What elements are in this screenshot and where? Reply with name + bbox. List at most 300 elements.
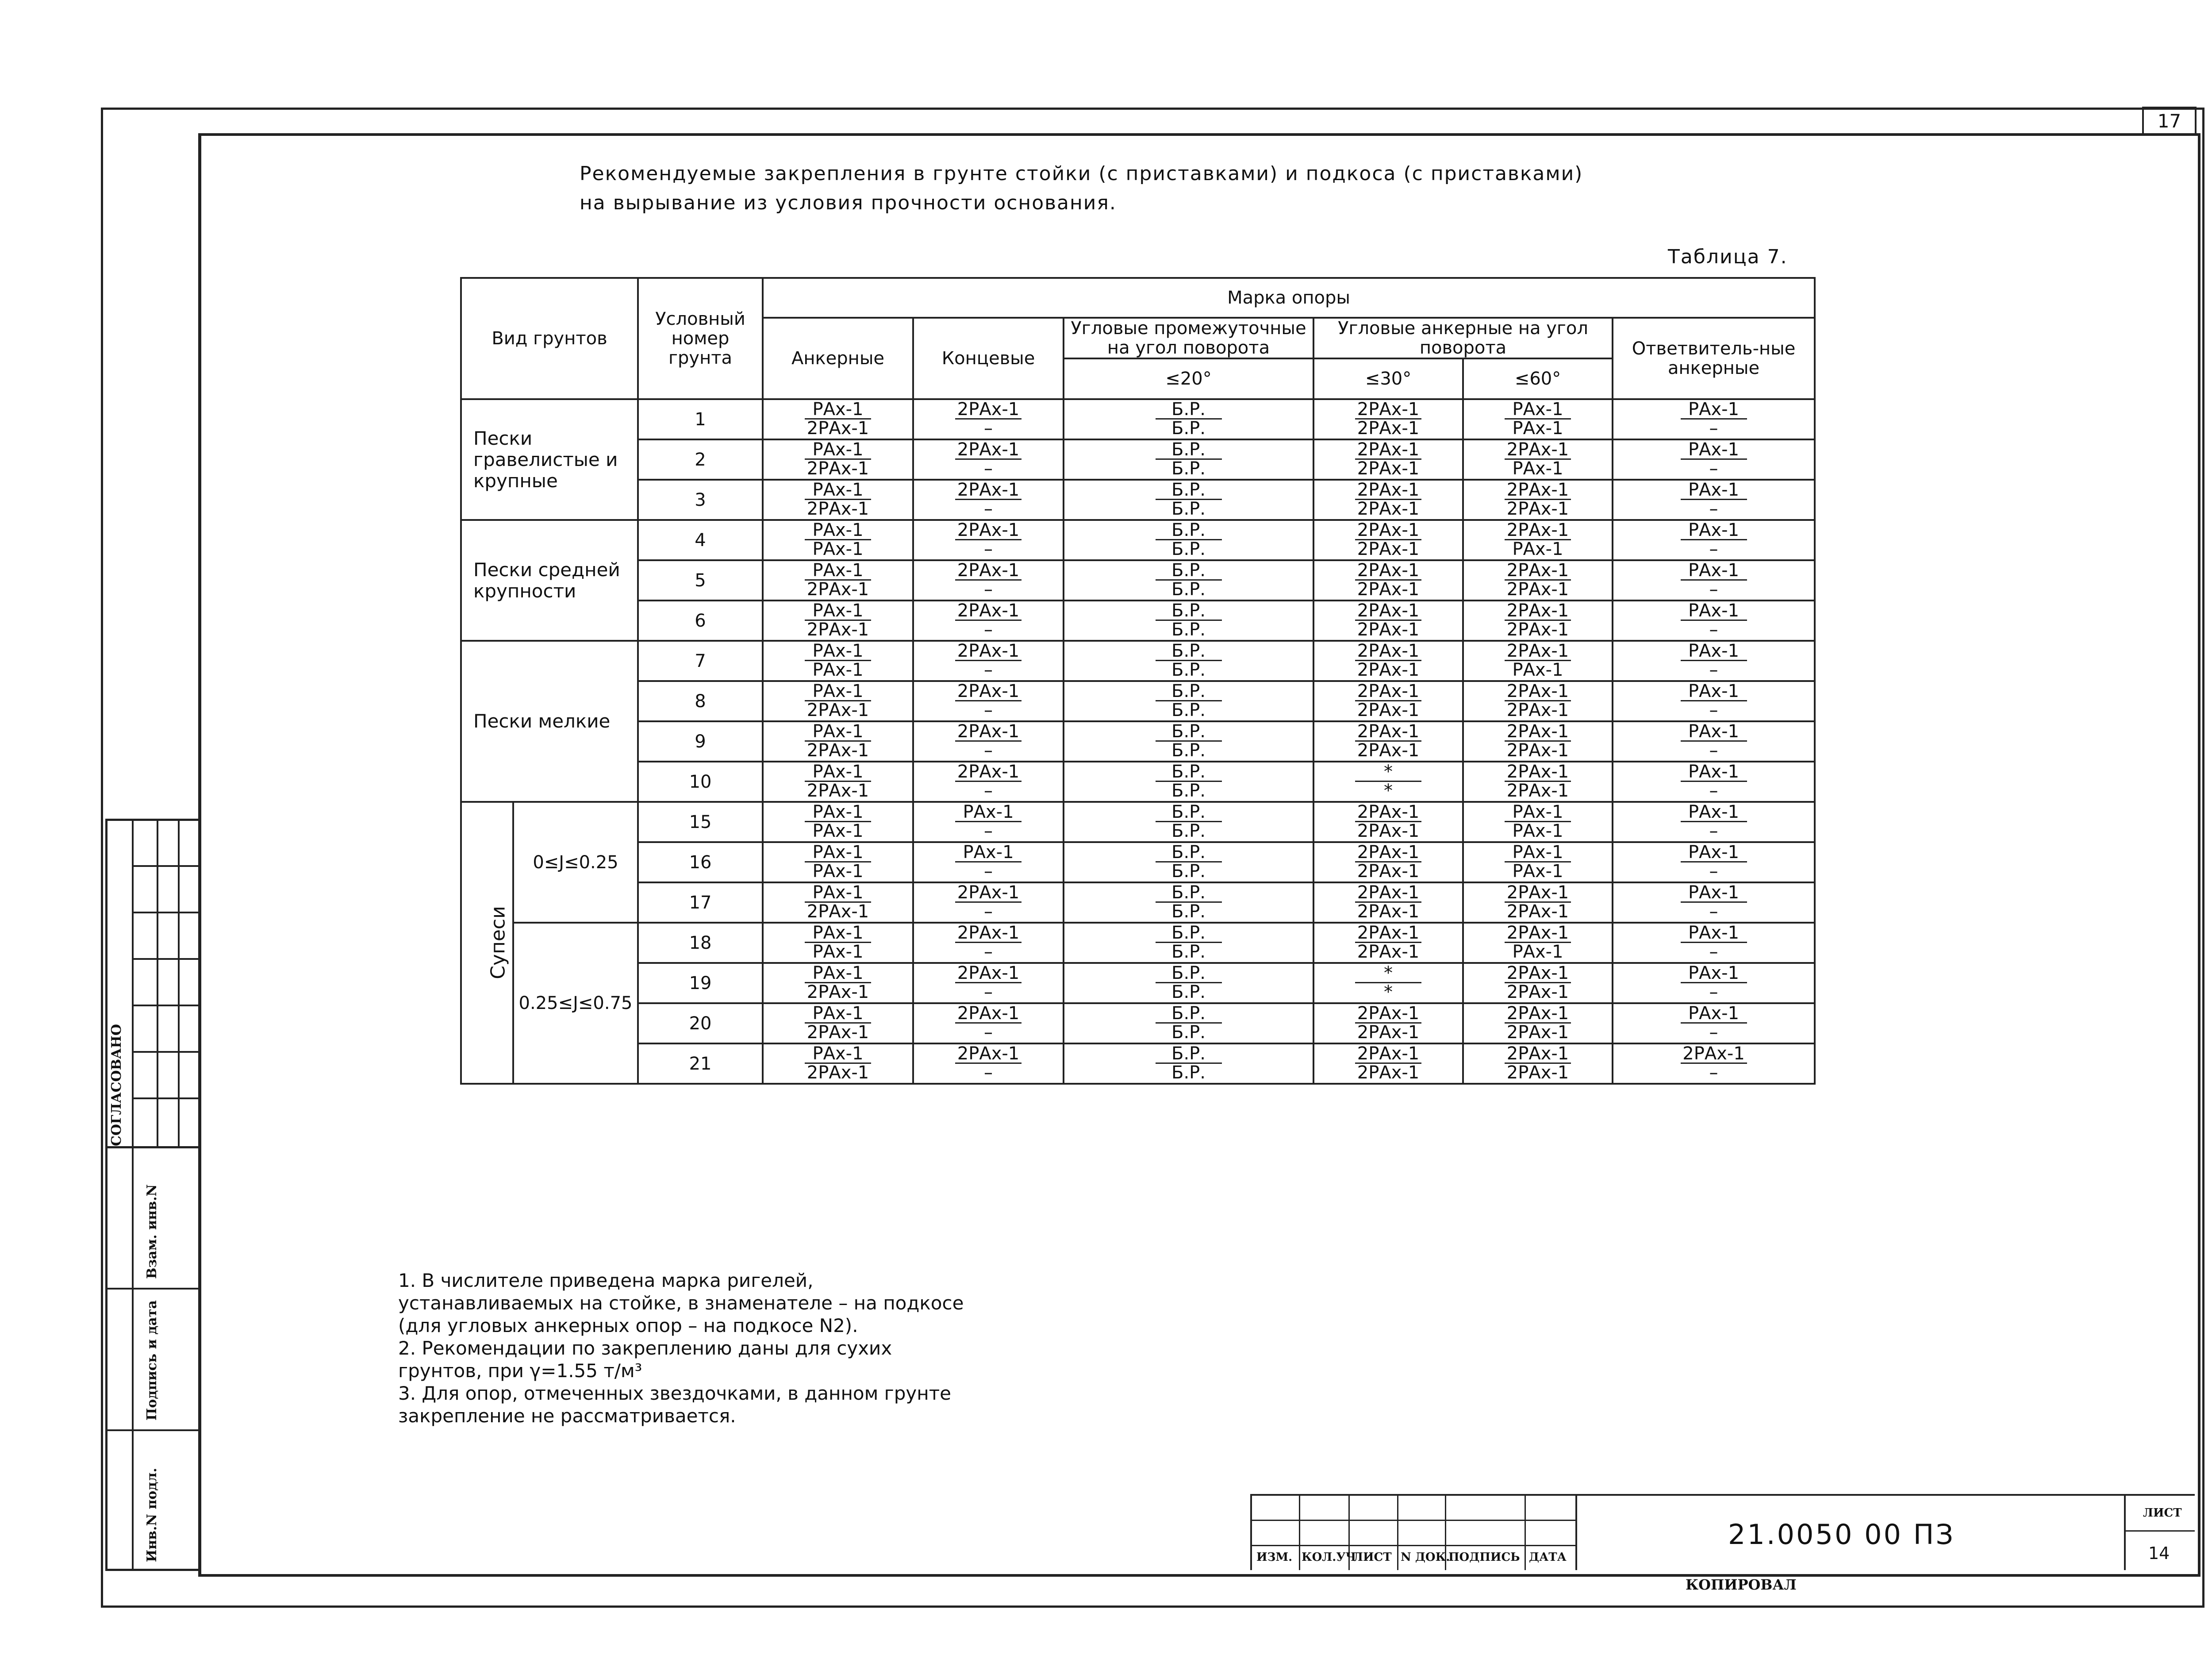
sheet-label: ЛИСТ <box>2143 1506 2182 1520</box>
fraction <box>1156 884 1222 920</box>
consistency-range: 0≤J≤0.25 <box>513 802 638 923</box>
cell-end <box>913 1003 1064 1043</box>
fraction <box>955 763 1022 800</box>
table-row <box>461 560 1815 601</box>
cell-branch <box>1613 963 1815 1003</box>
denominator: – <box>984 499 993 519</box>
denominator: – <box>984 821 993 841</box>
numerator: РАх-1 <box>1681 682 1747 701</box>
fraction <box>955 481 1022 518</box>
cell-branch <box>1613 802 1815 842</box>
denominator: РАх-1 <box>1512 660 1563 680</box>
denominator: 2РАх-1 <box>806 700 869 720</box>
cell-anchor <box>763 721 913 762</box>
cell-corner-20 <box>1064 681 1313 721</box>
fraction <box>1355 843 1421 880</box>
denominator: 2РАх-1 <box>1506 700 1569 720</box>
fraction <box>1156 924 1222 961</box>
fraction <box>1681 400 1747 437</box>
numerator: РАх-1 <box>805 884 871 903</box>
fraction <box>805 884 871 920</box>
denominator: 2РАх-1 <box>806 499 869 519</box>
fraction <box>805 642 871 679</box>
numerator: Б.Р. <box>1156 562 1222 581</box>
fraction <box>1355 481 1421 518</box>
fraction <box>805 441 871 477</box>
numerator: РАх-1 <box>805 682 871 701</box>
cell-corner-20 <box>1064 1003 1313 1043</box>
table-row <box>461 721 1815 762</box>
numerator: 2РАх-1 <box>1505 1045 1571 1064</box>
numerator: РАх-1 <box>805 843 871 862</box>
fraction <box>1156 441 1222 477</box>
denominator: Б.Р. <box>1171 740 1206 761</box>
note-3: 3. Для опор, отмеченных звездочками, в данном грунте закрепление не рассматривается. <box>398 1382 952 1427</box>
numerator: Б.Р. <box>1156 843 1222 862</box>
numerator: 2РАх-1 <box>955 642 1022 661</box>
fraction <box>1681 521 1747 558</box>
numerator: Б.Р. <box>1156 803 1222 822</box>
cell-corner-20 <box>1064 641 1313 681</box>
denominator: – <box>984 660 993 680</box>
tb-izm: ИЗМ. <box>1256 1551 1293 1564</box>
inv-original-label: Инв.N подл. <box>144 1467 160 1562</box>
notes <box>398 1269 973 1427</box>
cell-branch <box>1613 923 1815 963</box>
cell-anchor <box>763 842 913 882</box>
denominator: – <box>1709 740 1718 761</box>
fraction <box>1355 642 1421 679</box>
numerator: РАх-1 <box>1505 400 1571 420</box>
fraction <box>805 1005 871 1041</box>
cell-branch <box>1613 601 1815 641</box>
numerator: РАх-1 <box>805 602 871 621</box>
cell-end <box>913 842 1064 882</box>
replaced-inv-label: Взам. инв.N <box>144 1184 160 1279</box>
denominator: 2РАх-1 <box>1357 499 1420 519</box>
cell-branch <box>1613 1003 1815 1043</box>
numerator: Б.Р. <box>1156 723 1222 742</box>
fraction <box>1156 562 1222 598</box>
cell-end <box>913 480 1064 520</box>
denominator: – <box>1709 418 1718 439</box>
denominator: РАх-1 <box>1512 821 1563 841</box>
cell-corner-60 <box>1463 681 1613 721</box>
numerator: 2РАх-1 <box>955 1005 1022 1024</box>
cell-end <box>913 641 1064 681</box>
fraction <box>1505 803 1571 840</box>
numerator: 2РАх-1 <box>1505 682 1571 701</box>
numerator: 2РАх-1 <box>1355 1045 1421 1064</box>
numerator: Б.Р. <box>1156 763 1222 782</box>
denominator: Б.Р. <box>1171 660 1206 680</box>
cell-anchor <box>763 762 913 802</box>
denominator: – <box>1709 458 1718 479</box>
cell-end <box>913 681 1064 721</box>
numerator: РАх-1 <box>805 1045 871 1064</box>
denominator: Б.Р. <box>1171 499 1206 519</box>
numerator: РАх-1 <box>805 441 871 460</box>
denominator: Б.Р. <box>1171 821 1206 841</box>
numerator: РАх-1 <box>805 642 871 661</box>
cell-end <box>913 721 1064 762</box>
denominator: – <box>984 861 993 882</box>
numerator: РАх-1 <box>805 964 871 983</box>
denominator: 2РАх-1 <box>1506 579 1569 600</box>
denominator: 2РАх-1 <box>1357 579 1420 600</box>
fraction <box>1505 1045 1571 1082</box>
denominator: * <box>1384 982 1393 1002</box>
fraction <box>1505 723 1571 759</box>
cell-end <box>913 802 1064 842</box>
denominator: – <box>984 579 993 600</box>
denominator: – <box>1709 821 1718 841</box>
table-row <box>461 963 1815 1003</box>
fraction <box>1681 602 1747 639</box>
numerator: Б.Р. <box>1156 1045 1222 1064</box>
header-branch-anchor: Ответвитель-ные анкерные <box>1613 318 1815 399</box>
numerator: 2РАх-1 <box>1505 521 1571 540</box>
cell-anchor <box>763 439 913 480</box>
heading-line-1: Рекомендуемые закрепления в грунте стойки (с приставками) и подкоса (с приставками) <box>580 162 1583 185</box>
table-row <box>461 802 1815 842</box>
cell-corner-60 <box>1463 480 1613 520</box>
cell-corner-60 <box>1463 439 1613 480</box>
fraction <box>1505 521 1571 558</box>
fraction <box>955 441 1022 477</box>
numerator: РАх-1 <box>805 723 871 742</box>
soil-number: 5 <box>638 560 763 601</box>
numerator: РАх-1 <box>805 562 871 581</box>
denominator: 2РАх-1 <box>1357 700 1420 720</box>
table-row <box>461 439 1815 480</box>
denominator: 2РАх-1 <box>1357 821 1420 841</box>
cell-corner-20 <box>1064 520 1313 560</box>
tb-kol-uch: КОЛ.УЧ <box>1302 1551 1356 1564</box>
cell-corner-30 <box>1313 721 1463 762</box>
cell-corner-30 <box>1313 399 1463 439</box>
cell-corner-60 <box>1463 882 1613 923</box>
numerator: 2РАх-1 <box>1355 602 1421 621</box>
denominator: – <box>984 781 993 801</box>
fraction <box>1355 763 1421 800</box>
cell-corner-20 <box>1064 399 1313 439</box>
fraction <box>1681 1045 1747 1082</box>
cell-corner-60 <box>1463 399 1613 439</box>
fraction <box>1156 803 1222 840</box>
tb-list: ЛИСТ <box>1353 1551 1392 1564</box>
cell-end <box>913 439 1064 480</box>
numerator: Б.Р. <box>1156 642 1222 661</box>
cell-corner-60 <box>1463 963 1613 1003</box>
cell-corner-20 <box>1064 923 1313 963</box>
soil-number: 4 <box>638 520 763 560</box>
tb-podpis: ПОДПИСЬ <box>1448 1551 1520 1564</box>
soil-number: 18 <box>638 923 763 963</box>
denominator: Б.Р. <box>1171 861 1206 882</box>
numerator: 2РАх-1 <box>1355 521 1421 540</box>
fraction <box>1156 400 1222 437</box>
denominator: – <box>1709 982 1718 1002</box>
fraction <box>1681 682 1747 719</box>
denominator: – <box>1709 539 1718 559</box>
fraction <box>1156 642 1222 679</box>
cell-anchor <box>763 601 913 641</box>
cell-end <box>913 1043 1064 1084</box>
fraction <box>1156 481 1222 518</box>
cell-corner-20 <box>1064 560 1313 601</box>
numerator: Б.Р. <box>1156 924 1222 943</box>
denominator: * <box>1384 781 1393 801</box>
cell-end <box>913 520 1064 560</box>
denominator: – <box>984 539 993 559</box>
numerator: Б.Р. <box>1156 481 1222 500</box>
fraction <box>805 481 871 518</box>
cell-corner-20 <box>1064 439 1313 480</box>
tb-data: ДАТА <box>1529 1551 1567 1564</box>
soil-number: 10 <box>638 762 763 802</box>
header-anchor: Анкерные <box>763 318 913 399</box>
denominator: – <box>1709 942 1718 962</box>
denominator: 2РАх-1 <box>1506 982 1569 1002</box>
cell-corner-30 <box>1313 601 1463 641</box>
soil-group-label: Пески мелкие <box>461 641 638 802</box>
cell-branch <box>1613 1043 1815 1084</box>
numerator: 2РАх-1 <box>1355 642 1421 661</box>
cell-anchor <box>763 923 913 963</box>
fraction <box>955 924 1022 961</box>
denominator: 2РАх-1 <box>1506 901 1569 922</box>
cell-branch <box>1613 721 1815 762</box>
fraction <box>1156 682 1222 719</box>
numerator: 2РАх-1 <box>955 964 1022 983</box>
fraction <box>1355 723 1421 759</box>
header-corner-intermediate: Угловые промежуточные на угол поворота <box>1064 318 1313 358</box>
fraction <box>1505 964 1571 1001</box>
cell-corner-20 <box>1064 882 1313 923</box>
numerator: РАх-1 <box>1681 602 1747 621</box>
numerator: РАх-1 <box>805 924 871 943</box>
fraction <box>1156 602 1222 639</box>
cell-end <box>913 923 1064 963</box>
table-caption: Таблица 7. <box>1668 246 1788 268</box>
denominator: РАх-1 <box>812 942 864 962</box>
cell-corner-20 <box>1064 721 1313 762</box>
denominator: 2РАх-1 <box>1357 901 1420 922</box>
fraction <box>805 964 871 1001</box>
fraction <box>1681 964 1747 1001</box>
fraction <box>1355 682 1421 719</box>
cell-corner-60 <box>1463 721 1613 762</box>
fraction <box>1156 763 1222 800</box>
denominator: 2РАх-1 <box>1357 861 1420 882</box>
numerator: 2РАх-1 <box>1355 682 1421 701</box>
soil-group-label: Пески гравелистые и крупные <box>461 399 638 520</box>
cell-corner-60 <box>1463 1003 1613 1043</box>
numerator: 2РАх-1 <box>955 682 1022 701</box>
cell-branch <box>1613 681 1815 721</box>
header-corner-anchor: Угловые анкерные на угол поворота <box>1313 318 1613 358</box>
cell-corner-30 <box>1313 802 1463 842</box>
numerator: Б.Р. <box>1156 964 1222 983</box>
fraction <box>1355 521 1421 558</box>
denominator: 2РАх-1 <box>1506 1063 1569 1083</box>
denominator: – <box>984 1063 993 1083</box>
fraction <box>1505 763 1571 800</box>
denominator: 2РАх-1 <box>1357 660 1420 680</box>
numerator: Б.Р. <box>1156 682 1222 701</box>
numerator: 2РАх-1 <box>955 924 1022 943</box>
sheet-number: 14 <box>2148 1544 2170 1563</box>
numerator: РАх-1 <box>1681 400 1747 420</box>
table-row <box>461 480 1815 520</box>
fraction <box>1681 1005 1747 1041</box>
numerator: 2РАх-1 <box>1505 441 1571 460</box>
consistency-range: 0.25≤J≤0.75 <box>513 923 638 1084</box>
fraction <box>1681 884 1747 920</box>
denominator: РАх-1 <box>1512 942 1563 962</box>
denominator: Б.Р. <box>1171 700 1206 720</box>
fraction <box>1355 400 1421 437</box>
numerator: Б.Р. <box>1156 521 1222 540</box>
denominator: Б.Р. <box>1171 539 1206 559</box>
numerator: РАх-1 <box>1681 642 1747 661</box>
cell-end <box>913 399 1064 439</box>
denominator: РАх-1 <box>1512 861 1563 882</box>
denominator: – <box>1709 1063 1718 1083</box>
fraction <box>1156 843 1222 880</box>
table-row <box>461 520 1815 560</box>
soil-number: 2 <box>638 439 763 480</box>
denominator: 2РАх-1 <box>806 1063 869 1083</box>
numerator: 2РАх-1 <box>955 481 1022 500</box>
fraction <box>1681 441 1747 477</box>
table-row <box>461 399 1815 439</box>
numerator: РАх-1 <box>1681 441 1747 460</box>
numerator: 2РАх-1 <box>1505 602 1571 621</box>
numerator: 2РАх-1 <box>1681 1045 1747 1064</box>
denominator: – <box>984 458 993 479</box>
cell-anchor <box>763 802 913 842</box>
document-code: 21.0050 00 ПЗ <box>1728 1518 1955 1551</box>
fraction <box>805 803 871 840</box>
denominator: – <box>1709 700 1718 720</box>
cell-corner-60 <box>1463 641 1613 681</box>
signature-date-label: Подпись и дата <box>144 1300 160 1421</box>
denominator: – <box>984 740 993 761</box>
soil-number: 7 <box>638 641 763 681</box>
denominator: 2РАх-1 <box>806 620 869 640</box>
cell-anchor <box>763 520 913 560</box>
cell-branch <box>1613 762 1815 802</box>
recommendations-table <box>460 277 1816 1085</box>
cell-corner-30 <box>1313 439 1463 480</box>
fraction <box>1505 481 1571 518</box>
cell-end <box>913 963 1064 1003</box>
denominator: 2РАх-1 <box>1357 539 1420 559</box>
table-row <box>461 601 1815 641</box>
numerator: 2РАх-1 <box>1505 924 1571 943</box>
fraction <box>1355 562 1421 598</box>
cell-corner-30 <box>1313 560 1463 601</box>
denominator: – <box>984 620 993 640</box>
denominator: – <box>1709 620 1718 640</box>
fraction <box>805 562 871 598</box>
denominator: Б.Р. <box>1171 901 1206 922</box>
numerator: РАх-1 <box>805 400 871 420</box>
numerator: 2РАх-1 <box>1505 1005 1571 1024</box>
numerator: РАх-1 <box>1681 562 1747 581</box>
fraction <box>955 521 1022 558</box>
cell-anchor <box>763 882 913 923</box>
denominator: Б.Р. <box>1171 458 1206 479</box>
numerator: РАх-1 <box>1681 964 1747 983</box>
denominator: – <box>1709 901 1718 922</box>
document-heading <box>580 159 1583 218</box>
cell-end <box>913 601 1064 641</box>
numerator: * <box>1355 964 1421 983</box>
numerator: 2РАх-1 <box>1505 481 1571 500</box>
numerator: 2РАх-1 <box>955 723 1022 742</box>
denominator: – <box>984 901 993 922</box>
cell-corner-20 <box>1064 842 1313 882</box>
denominator: 2РАх-1 <box>806 740 869 761</box>
fraction <box>1355 602 1421 639</box>
cell-corner-60 <box>1463 560 1613 601</box>
fraction <box>1156 1005 1222 1041</box>
numerator: 2РАх-1 <box>1355 441 1421 460</box>
denominator: 2РАх-1 <box>1357 942 1420 962</box>
numerator: 2РАх-1 <box>955 602 1022 621</box>
heading-line-2: на вырывание из условия прочности основания. <box>580 192 1117 214</box>
fraction <box>955 723 1022 759</box>
cell-corner-60 <box>1463 923 1613 963</box>
fraction <box>805 682 871 719</box>
cell-corner-30 <box>1313 520 1463 560</box>
soil-number: 21 <box>638 1043 763 1084</box>
numerator: 2РАх-1 <box>955 400 1022 420</box>
cell-corner-30 <box>1313 923 1463 963</box>
denominator: 2РАх-1 <box>1357 620 1420 640</box>
numerator: РАх-1 <box>1681 924 1747 943</box>
denominator: 2РАх-1 <box>806 418 869 439</box>
denominator: 2РАх-1 <box>806 982 869 1002</box>
fraction <box>805 843 871 880</box>
fraction <box>1156 964 1222 1001</box>
denominator: РАх-1 <box>1512 539 1563 559</box>
numerator: 2РАх-1 <box>955 1045 1022 1064</box>
fraction <box>1505 562 1571 598</box>
numerator: РАх-1 <box>805 803 871 822</box>
cell-corner-30 <box>1313 1043 1463 1084</box>
denominator: 2РАх-1 <box>1506 740 1569 761</box>
numerator: 2РАх-1 <box>1505 642 1571 661</box>
header-soil-number: Условный номер грунта <box>638 278 763 399</box>
cell-branch <box>1613 520 1815 560</box>
fraction <box>955 884 1022 920</box>
numerator: Б.Р. <box>1156 602 1222 621</box>
fraction <box>1156 521 1222 558</box>
denominator: РАх-1 <box>812 861 864 882</box>
fraction <box>805 400 871 437</box>
numerator: 2РАх-1 <box>1355 924 1421 943</box>
cell-end <box>913 560 1064 601</box>
fraction <box>1355 1005 1421 1041</box>
denominator: Б.Р. <box>1171 942 1206 962</box>
soil-number: 17 <box>638 882 763 923</box>
denominator: 2РАх-1 <box>1357 740 1420 761</box>
numerator: 2РАх-1 <box>1355 400 1421 420</box>
